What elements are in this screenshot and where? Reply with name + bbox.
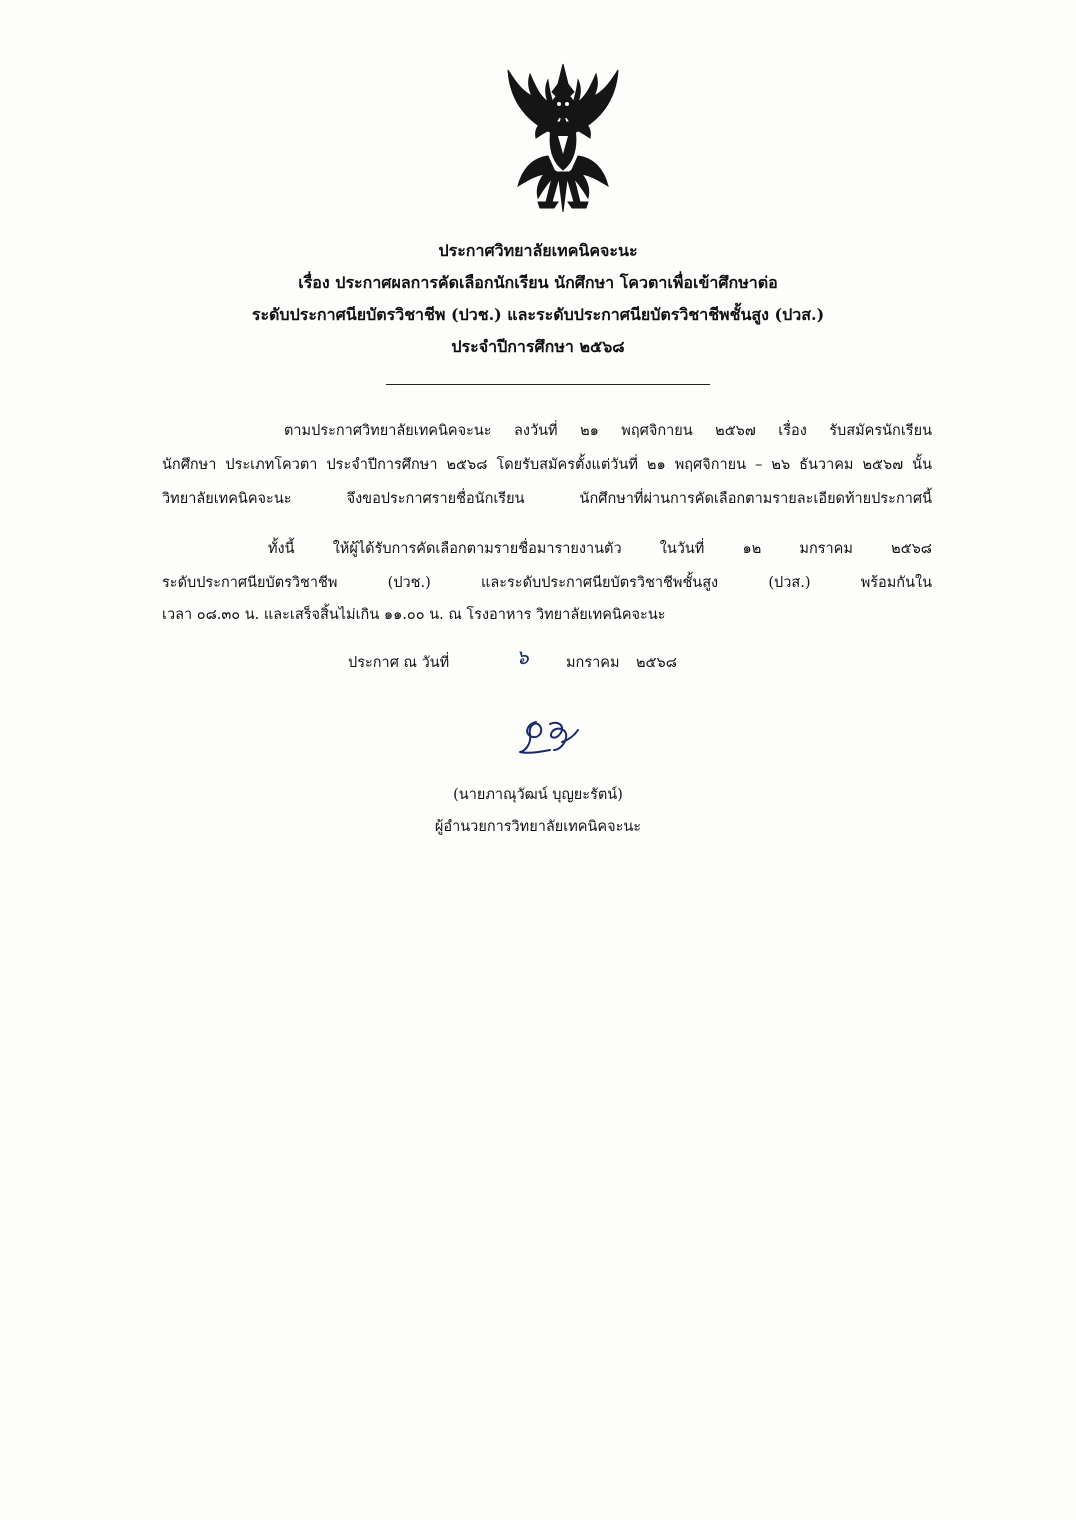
dateline-prefix: ประกาศ ณ วันที่ xyxy=(348,655,450,671)
dateline-day-handwritten: ๖ xyxy=(516,645,529,669)
dateline-month: มกราคม xyxy=(566,655,620,671)
paragraph-2-line-1: ทั้งนี้ ให้ผู้ได้รับการคัดเลือกตามรายชื่อมารายงานตัว ในวันที่ ๑๒ มกราคม ๒๕๖๘ xyxy=(268,541,932,557)
announcement-subject: เรื่อง ประกาศผลการคัดเลือกนักเรียน นักศึกษา โควตาเพื่อเข้าศึกษาต่อ xyxy=(298,273,778,292)
announcement-dateline xyxy=(348,645,708,676)
paragraph-1-line-3: วิทยาลัยเทคนิคจะนะ จึงขอประกาศรายชื่อนักเรียน นักศึกษาที่ผ่านการคัดเลือกตามรายละเอียดท้ายประกาศนี้ xyxy=(162,491,932,507)
announcement-subject-levels: ระดับประกาศนียบัตรวิชาชีพ (ปวช.) และระดับประกาศนียบัตรวิชาชีพชั้นสูง (ปวส.) xyxy=(251,305,825,324)
dateline-year: ๒๕๖๘ xyxy=(636,655,677,671)
announcement-academic-year: ประจำปีการศึกษา ๒๕๖๘ xyxy=(451,337,625,356)
signer-name: (นายภาณุวัฒน์ บุญยะรัตน์) xyxy=(453,787,623,803)
announcement-title: ประกาศวิทยาลัยเทคนิคจะนะ xyxy=(438,241,638,260)
paragraph-2-line-2: ระดับประกาศนียบัตรวิชาชีพ (ปวช.) และระดับประกาศนียบัตรวิชาชีพชั้นสูง (ปวส.) พร้อมกันใน xyxy=(162,575,932,591)
paragraph-1-line-2: นักศึกษา ประเภทโควตา ประจำปีการศึกษา ๒๕๖๘ โดยรับสมัครตั้งแต่วันที่ ๒๑ พฤศจิกายน – ๒๖ ธันวาคม ๒๕๖๗ นั้น xyxy=(162,457,932,473)
garuda-emblem-icon xyxy=(488,62,638,214)
signer-position: ผู้อำนวยการวิทยาลัยเทคนิคจะนะ xyxy=(434,819,642,835)
handwritten-signature-icon xyxy=(514,712,584,762)
title-divider xyxy=(386,384,710,385)
paragraph-1-line-1: ตามประกาศวิทยาลัยเทคนิคจะนะ ลงวันที่ ๒๑ พฤศจิกายน ๒๕๖๗ เรื่อง รับสมัครนักเรียน xyxy=(284,423,932,439)
paragraph-2-line-3: เวลา ๐๘.๓๐ น. และเสร็จสิ้นไม่เกิน ๑๑.๐๐ น. ณ โรงอาหาร วิทยาลัยเทคนิคจะนะ xyxy=(162,607,666,623)
